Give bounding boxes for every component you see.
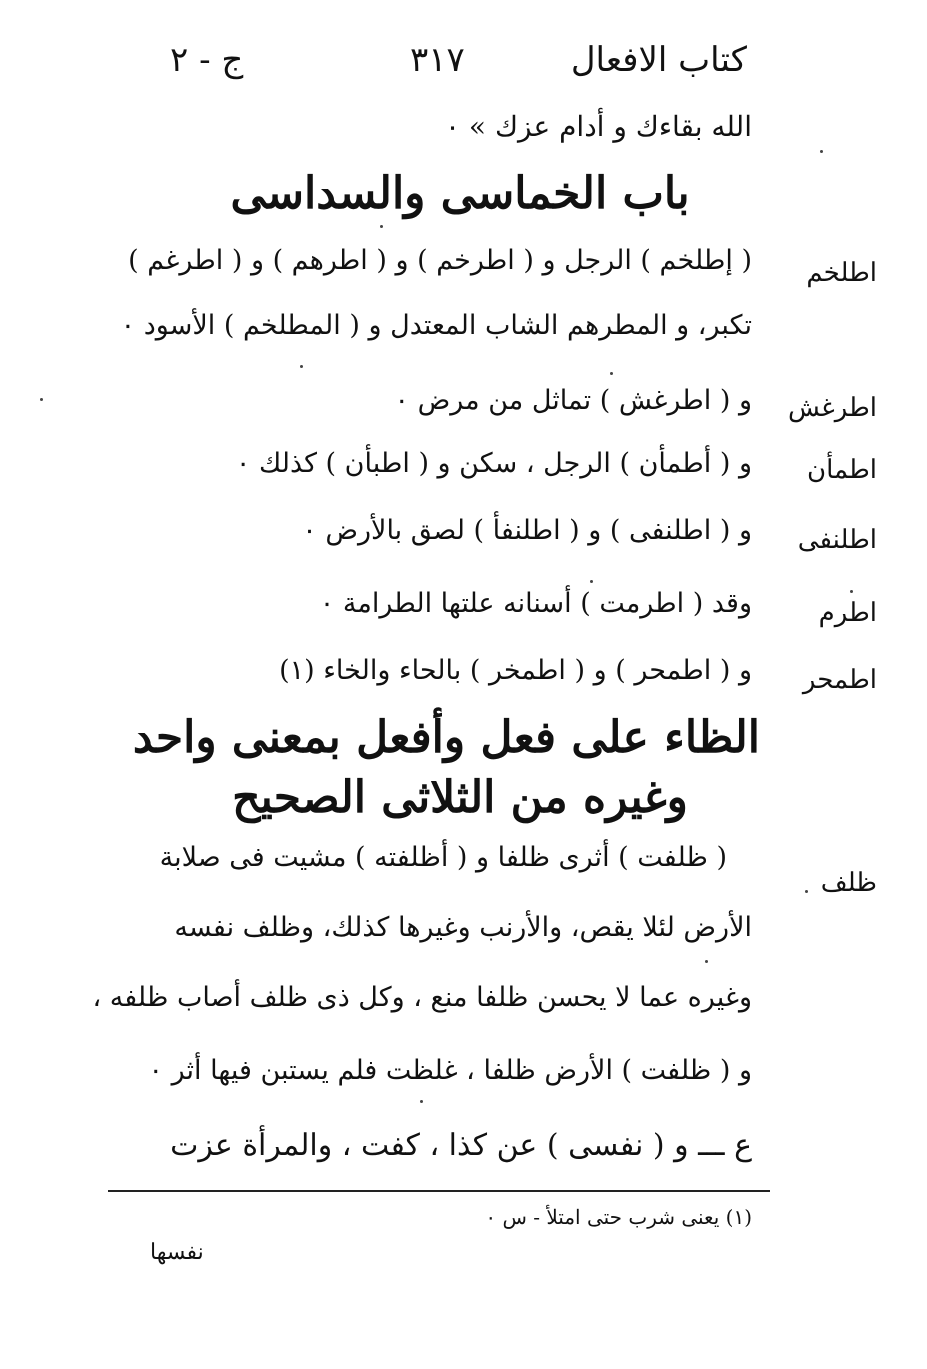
entry-text-line: و ( اطرغش ) تماثل من مرض ٠ [394,385,752,416]
entry-headword: اطرم [818,598,877,628]
footnote-divider [108,1190,770,1192]
entry-headword: اطمأن [807,455,877,485]
entry-text-line: و ( أطمأن ) الرجل ، سكن و ( اطبأن ) كذلك ٠ [235,448,752,479]
scan-speck [380,225,383,228]
scan-speck [590,580,593,583]
entry-text-line: ( ظلفت ) أثرى ظلفا و ( أظلفته ) مشيت فى صلابة [159,842,727,873]
entry-text-line: وقد ( اطرمت ) أسنانه علتها الطرامة ٠ [319,588,752,619]
catchline: ع ـــ و ( نفسى ) عن كذا ، كفت ، والمرأة عزت [170,1128,752,1163]
book-title: كتاب الافعال [570,40,747,80]
entry-headword: اطلنفى [797,525,877,555]
scan-speck [850,590,853,593]
scan-speck [40,398,43,401]
volume-label: ج - ٢ [170,40,244,80]
scan-speck [805,890,808,893]
section-heading: وغيره من الثلاثى الصحيح [232,772,688,823]
scan-speck [705,960,708,963]
scan-speck [610,372,613,375]
opening-line: الله بقاءك و أدام عزك » ٠ [444,110,752,143]
entry-text-line: ( إطلخم ) الرجل و ( اطرخم ) و ( اطرهم ) و ( اطرغم ) [128,245,752,276]
section-heading: الظاء على فعل وأفعل بمعنى واحد [132,712,760,763]
footnote: (١) يعنى شرب حتى امتلأ - س ٠ [485,1205,752,1229]
entry-text-line: و ( اطمحر ) و ( اطمخر ) بالحاء والخاء (١) [279,655,752,686]
section-heading: باب الخماسى والسداسى [230,168,690,219]
scan-speck [820,150,823,153]
entry-headword: اطرغش [787,393,877,423]
entry-headword: اطمحر [802,665,877,695]
catchword: نفسها [150,1240,204,1265]
entry-headword: اطلخم [806,258,877,288]
scan-speck [420,1100,423,1103]
entry-text-line: و ( ظلفت ) الأرض ظلفا ، غلظت فلم يستبن فيها أثر ٠ [148,1055,752,1086]
scan-speck [300,365,303,368]
entry-text-line: و ( اطلنفى ) و ( اطلنفأ ) لصق بالأرض ٠ [302,515,752,546]
entry-headword: ظلف [820,868,877,898]
entry-text-line: تكبر، و المطرهم الشاب المعتدل و ( المطلخم ) الأسود ٠ [120,310,752,341]
entry-text-line: وغيره عما لا يحسن ظلفا منع ، وكل ذى ظلف أصاب ظلفه ، [92,982,752,1013]
page-number: ٣١٧ [410,40,465,80]
entry-text-line: الأرض لئلا يقص، والأرنب وغيرها كذلك، وظلف نفسه [174,912,752,943]
